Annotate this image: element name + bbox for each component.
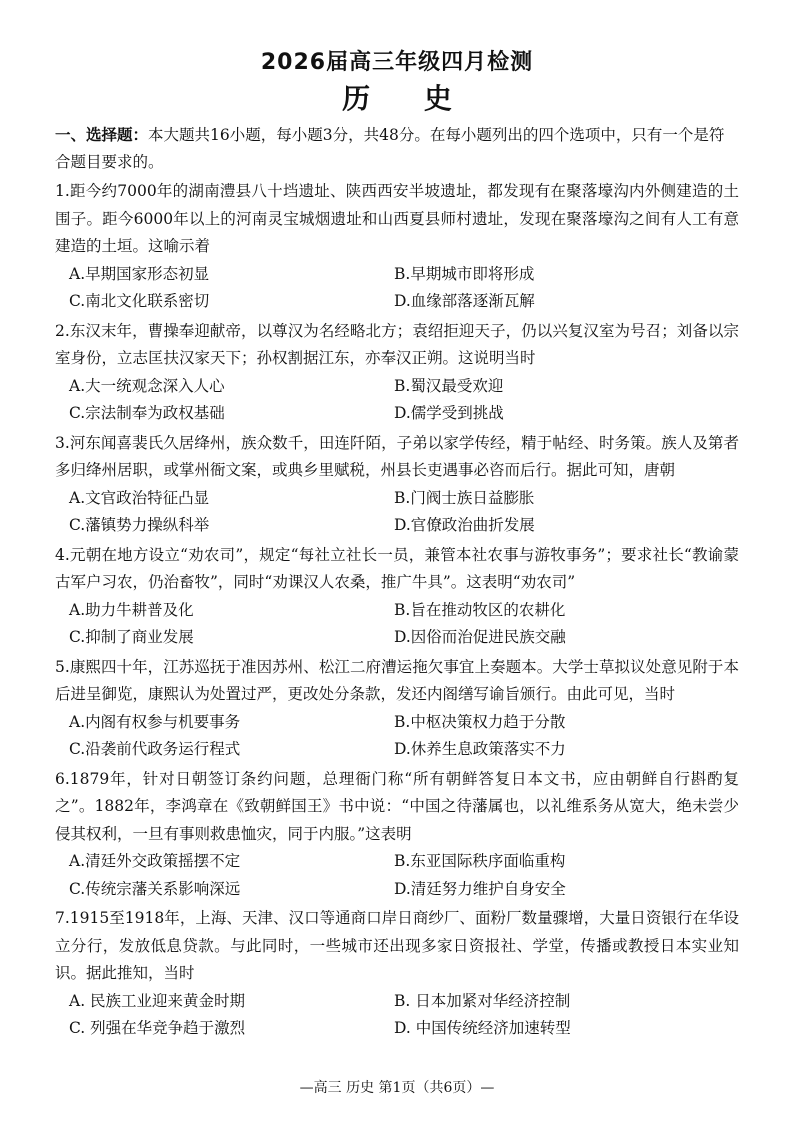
option-c: C.传统宗藩关系影响深远 xyxy=(69,879,241,898)
question-3 xyxy=(55,430,739,540)
question-stem: 2.东汉末年，曹操奉迎献帝，以尊汉为名经略北方；袁绍拒迎天子，仍以兴复汉室为号召；刘备以宗室身份，立志匡扶汉家天下；孙权割据江东，亦奉汉正朔。这说明当时 xyxy=(55,321,739,367)
option-c: C.宗法制奉为政权基础 xyxy=(69,404,225,422)
option-d: D.清廷努力维护自身安全 xyxy=(394,879,566,898)
option-d: D.因俗而治促进民族交融 xyxy=(394,628,566,646)
question-7 xyxy=(55,905,739,1043)
question-stem: 4.元朝在地方设立“劝农司”，规定“每社立社长一员，兼管本社农事与游牧事务”；要求社长“教谕蒙古军户习农，仍治畜牧”，同时“劝课汉人农桑，推广牛具”。这表明“劝农司” xyxy=(55,545,739,591)
option-c: C.抑制了商业发展 xyxy=(69,628,194,646)
option-c: C.藩镇势力操纵科举 xyxy=(69,516,210,534)
question-6 xyxy=(55,766,739,904)
option-d: D.儒学受到挑战 xyxy=(394,404,504,422)
option-list xyxy=(55,709,739,764)
option-a: A.助力牛耕普及化 xyxy=(69,600,194,619)
question-stem: 1.距今约7000年的湖南澧县八十垱遗址、陕西西安半坡遗址，都发现有在聚落壕沟内外侧建造的土围子。距今6000年以上的河南灵宝城烟遗址和山西夏县师村遗址，发现在聚落壕沟之间有人工有意建造的土垣。这喻示着 xyxy=(55,182,739,255)
option-d: D.官僚政治曲折发展 xyxy=(394,516,535,534)
option-list xyxy=(55,848,739,903)
option-d: D.休养生息政策落实不力 xyxy=(394,740,566,758)
question-1 xyxy=(55,178,739,316)
option-b: B.东亚国际秩序面临重构 xyxy=(394,852,566,870)
question-2 xyxy=(55,318,739,428)
option-list xyxy=(55,485,739,540)
option-b: B. 日本加紧对华经济控制 xyxy=(394,991,571,1010)
option-a: A.文官政治特征凸显 xyxy=(69,488,210,507)
question-stem: 3.河东闻喜裴氏久居绛州，族众数千，田连阡陌，子弟以家学传经，精于帖经、时务策。族人及第者多归绛州居职，或掌州衙文案，或典乡里赋税，州县长吏遇事必咨而后行。据此可知，唐朝 xyxy=(55,433,739,479)
option-b: B.旨在推动牧区的农耕化 xyxy=(394,600,566,619)
option-a: A.内阁有权参与机要事务 xyxy=(69,712,241,731)
question-stem: 7.1915至1918年，上海、天津、汉口等通商口岸日商纱厂、面粉厂数量骤增，大量日资银行在华设立分行，发放低息贷款。与此同时，一些城市还出现多家日资报社、学堂，传播或教授日本实业知识。据此推知，当时 xyxy=(55,909,739,982)
option-a: A.清廷外交政策摇摆不定 xyxy=(69,852,241,870)
option-b: B.早期城市即将形成 xyxy=(394,264,535,283)
section-instructions xyxy=(55,122,739,176)
question-5 xyxy=(55,654,739,764)
page-footer: —高三 历史 第1页（共6页）— xyxy=(299,1080,495,1096)
option-list xyxy=(55,373,739,428)
section-text: 本大题共16小题，每小题3分，共48分。在每小题列出的四个选项中，只有一个是符合题目要求的。 xyxy=(55,126,725,171)
subject-title: 历 史 xyxy=(342,82,474,115)
option-c: C.南北文化联系密切 xyxy=(69,292,210,310)
question-4 xyxy=(55,542,739,652)
question-stem: 5.康熙四十年，江苏巡抚于准因苏州、松江二府漕运拖欠事宜上奏题本。大学士草拟议处意见附于本后进呈御览，康熙认为处置过严，更改处分条款，发还内阁缮写谕旨颁行。由此可见，当时 xyxy=(55,657,739,703)
option-a: A.早期国家形态初显 xyxy=(69,264,210,283)
option-a: A. 民族工业迎来黄金时期 xyxy=(69,991,246,1010)
option-a: A.大一统观念深入人心 xyxy=(69,376,225,395)
option-list xyxy=(55,261,739,316)
option-b: B.门阀士族日益膨胀 xyxy=(394,488,535,507)
question-list xyxy=(55,178,739,1043)
option-d: D. 中国传统经济加速转型 xyxy=(394,1019,571,1037)
option-b: B.蜀汉最受欢迎 xyxy=(394,376,504,395)
option-list xyxy=(55,988,739,1043)
option-d: D.血缘部落逐渐瓦解 xyxy=(394,292,535,310)
option-c: C.沿袭前代政务运行程式 xyxy=(69,740,241,758)
option-c: C. 列强在华竞争趋于激烈 xyxy=(69,1019,246,1037)
option-list xyxy=(55,597,739,652)
question-stem: 6.1879年，针对日朝签订条约问题，总理衙门称“所有朝鲜答复日本文书，应由朝鲜自行斟酌复之”。1882年，李鸿章在《致朝鲜国王》书中说：“中国之待藩属也，以礼维系务从宽大，绝未尝少侵其权利，一旦有事则救患恤灾，同于内服。”这表明 xyxy=(55,769,739,843)
section-prefix: 一、选择题： xyxy=(55,126,149,144)
exam-title: 2026届高三年级四月检测 xyxy=(260,50,534,75)
option-b: B.中枢决策权力趋于分散 xyxy=(394,712,566,731)
